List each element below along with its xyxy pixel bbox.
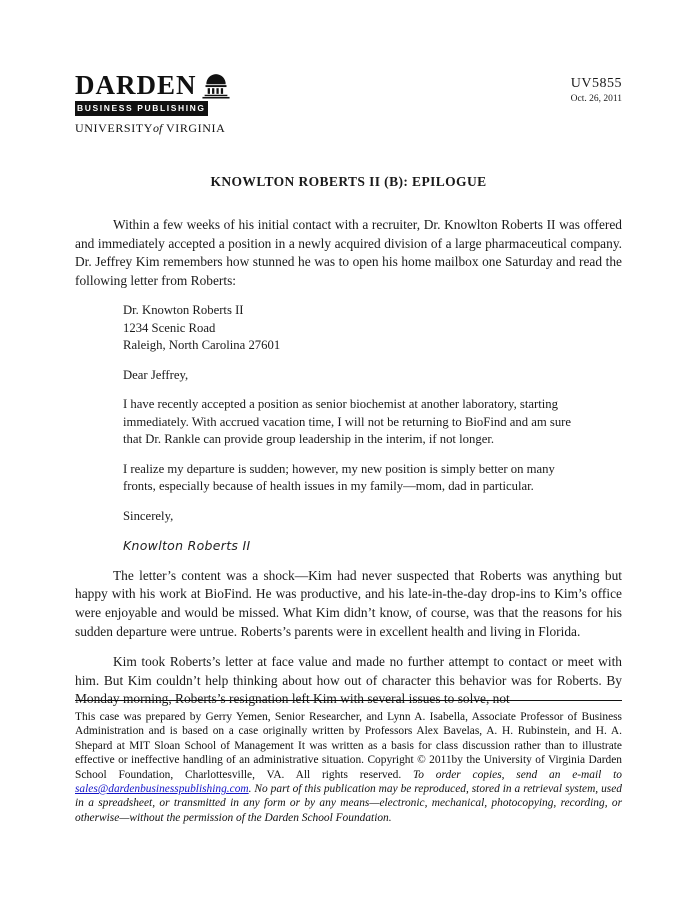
letter-paragraph-1: I have recently accepted a position as senior biochemist at another laboratory, starting immediately. With accrued vacation time, I will not be returning to BioFind and am sure that Dr. Rankle can provide group leadership in the interim, if not longer. xyxy=(123,397,572,447)
darden-wordmark: DARDEN xyxy=(75,70,197,100)
virginia-word: VIRGINIA xyxy=(165,121,226,135)
sales-email-link[interactable]: sales@dardenbusinesspublishing.com xyxy=(75,783,249,796)
page-content xyxy=(75,72,622,721)
letter-signature: Knowlton Roberts II xyxy=(123,538,251,554)
letter-address-line-1: Dr. Knowton Roberts II xyxy=(123,303,244,318)
letter-address xyxy=(123,302,590,355)
letter-salutation: Dear Jeffrey, xyxy=(123,367,189,382)
page-title: KNOWLTON ROBERTS II (B): EPILOGUE xyxy=(210,174,487,189)
body-paragraph-1: Within a few weeks of his initial contact with a recruiter, Dr. Knowlton Roberts II was offered and immediately accepted a position in a newly acquired division of a large pharmaceutical company. Dr. Jeffrey Kim remembers how stunned he was to open his home mailbox one Saturday and read the following letter from Roberts: xyxy=(75,217,622,288)
university-of-word: of xyxy=(153,121,163,135)
letter-address-line-2: 1234 Scenic Road xyxy=(123,320,216,335)
letter-block xyxy=(123,302,590,555)
document-date: Oct. 26, 2011 xyxy=(570,94,622,104)
letter-address-line-3: Raleigh, North Carolina 27601 xyxy=(123,338,281,353)
body-paragraph-2: The letter’s content was a shock—Kim had never suspected that Roberts was anything but happy with his work at BioFind. He was productive, and his late-in-the-day drop-ins to Kim’s office were enjoyable and would be missed. What Kim didn’t know, of course, was that the reasons for his sudden departure were untrue. Roberts’s parents were in excellent health and living in Florida. xyxy=(75,567,622,639)
university-of-virginia-label xyxy=(75,121,225,136)
university-word: UNIVERSITY xyxy=(75,121,153,135)
letter-paragraph-2: I realize my departure is sudden; however, my new position is simply better on many fronts, especially because of health issues in my family—mom, dad in particular. xyxy=(123,461,555,494)
footer-divider xyxy=(75,700,622,701)
footer-legal-text xyxy=(75,710,622,825)
logo-top-row xyxy=(75,72,225,99)
footer-rights-notice: . No part of this publication may be reproduced, stored in a retrieval system, used in a spreadsheet, or transmitted in any form or by any means—electronic, mechanical, photocopying, recording, or otherwise—without the permission of the Darden School Foundation. xyxy=(75,783,622,824)
footer-order-copies: To order copies, send an e-mail to xyxy=(413,768,622,781)
business-publishing-bar: BUSINESS PUBLISHING xyxy=(75,101,208,116)
document-body xyxy=(75,216,622,709)
darden-logo xyxy=(75,72,225,136)
letter-closing: Sincerely, xyxy=(123,508,174,523)
page-footer xyxy=(75,700,622,825)
document-meta xyxy=(571,72,622,104)
page-header xyxy=(75,72,622,136)
footer-attribution: This case was prepared by Gerry Yemen, Senior Researcher, and Lynn A. Isabella, Associate Professor of Business Administration and is based on a case originally written by Professors Alex Bavelas, A. H. Rubinstein, and H. A. Shepard at MIT Sloan School of Management It was written as a basis for class discussion rather than to illustrate effective or ineffective handling of an administrative situation. Copyright © 2011by the University of Virginia Darden School Foundation, Charlottesville, VA. All rights reserved. xyxy=(75,711,622,781)
rotunda-dome-icon xyxy=(202,73,230,99)
document-code: UV5855 xyxy=(570,76,622,91)
body-paragraph-3: Kim took Roberts’s letter at face value and made no further attempt to contact or meet with him. But Kim couldn’t help thinking about how out of character this behavior was for Roberts. By Monday morning, Roberts’s resignation left Kim with several issues to solve, not xyxy=(75,654,622,707)
